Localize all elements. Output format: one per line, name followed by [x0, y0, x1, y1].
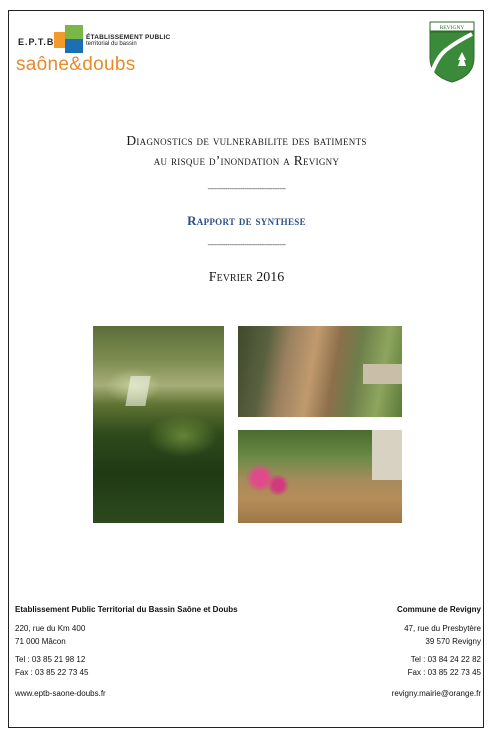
footer-left-org: Etablissement Public Territorial du Bassin Saône et Doubs: [15, 605, 238, 614]
footer-right-address2: 39 570 Revigny: [425, 637, 481, 646]
footer-left-address1: 220, rue du Km 400: [15, 624, 86, 633]
footer-left-fax: Fax : 03 85 22 73 45: [15, 668, 89, 677]
photo-flooded-street: [238, 430, 402, 523]
logo-line2: territorial du bassin: [86, 41, 137, 47]
logo-eptb-text: E.P.T.B: [18, 37, 55, 47]
separator-bottom: ------------------------------------: [207, 240, 286, 249]
eptb-logo: [14, 24, 174, 80]
logo-green-square: [65, 25, 83, 39]
title-line-1: Diagnostics de vulnerabilite des batiments: [126, 133, 367, 148]
separator-top: ------------------------------------: [207, 184, 286, 193]
report-subtitle: Rapport de synthese: [187, 213, 306, 228]
revigny-shield-icon: [428, 20, 476, 84]
photo-flooded-channel: [238, 326, 402, 417]
photo-stream: [93, 326, 224, 523]
logo-line1: ÉTABLISSEMENT PUBLIC: [86, 34, 171, 41]
footer-right-fax: Fax : 03 85 22 73 45: [407, 668, 481, 677]
footer-right-org: Commune de Revigny: [396, 605, 481, 614]
footer-left-address2: 71 000 Mâcon: [15, 637, 66, 646]
footer-left-website: www.eptb-saone-doubs.fr: [15, 689, 106, 698]
logo-wordmark: saône&doubs: [16, 54, 136, 75]
title-line-2: au risque d’inondation a Revigny: [153, 153, 340, 168]
footer-left-tel: Tel : 03 85 21 98 12: [15, 655, 86, 664]
footer-right-tel: Tel : 03 84 24 22 82: [410, 655, 481, 664]
logo-blue-square: [65, 39, 83, 53]
footer-right-email: revigny.mairie@orange.fr: [391, 689, 481, 698]
report-date: Fevrier 2016: [208, 270, 285, 285]
footer-right-address1: 47, rue du Presbytère: [404, 624, 481, 633]
shield-label: REVIGNY: [439, 25, 465, 32]
